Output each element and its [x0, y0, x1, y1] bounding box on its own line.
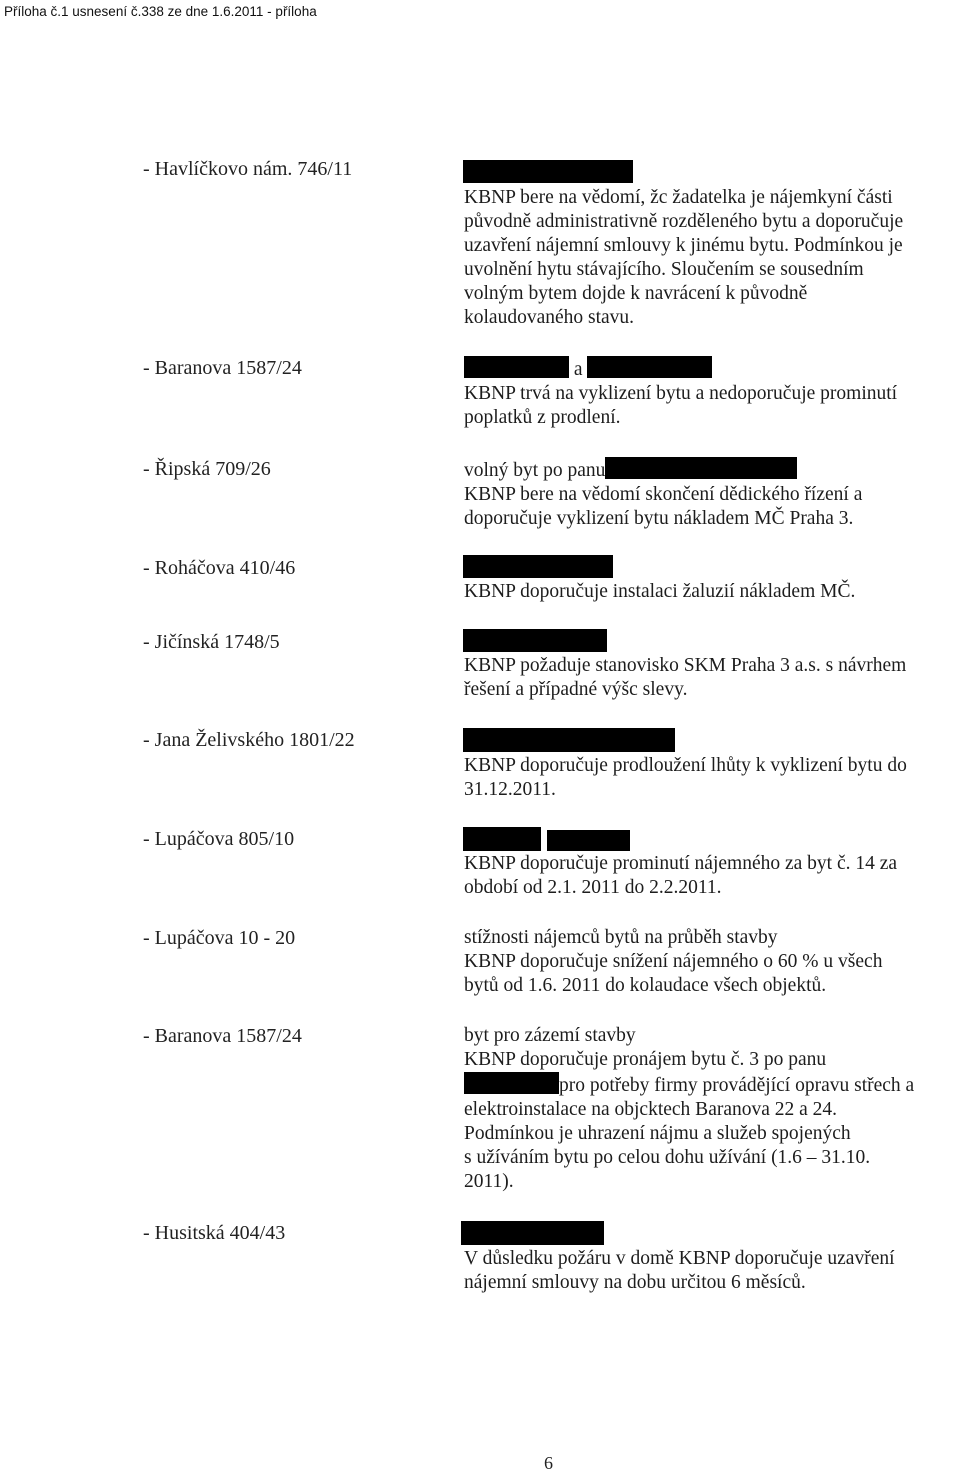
page-number: 6: [544, 1453, 553, 1473]
connector-text: a: [573, 359, 583, 380]
redaction-box: [463, 160, 633, 183]
redaction-box: [547, 830, 630, 851]
description-line: s užíváním bytu po celou dohu užívání (1.6 – 31.10.: [464, 1147, 871, 1168]
entry-address: - Jičínská 1748/5: [143, 631, 280, 653]
first-line-text: volný byt po panu: [464, 460, 606, 481]
description-line: KBNP doporučuje snížení nájemného o 60 % u všech: [464, 951, 883, 972]
redaction-box: [464, 1072, 559, 1094]
description-line: KBNP doporučuje instalaci žaluzií nákladem MČ.: [464, 581, 856, 602]
description-line: byt pro zázemí stavby: [464, 1025, 636, 1046]
entry-address: - Lupáčova 805/10: [143, 828, 295, 850]
redacted-names-line: [464, 356, 960, 382]
entry-description: [464, 654, 960, 702]
description-line: kolaudovaného stavu.: [464, 307, 635, 328]
redaction-box: [587, 356, 712, 378]
description-line: V důsledku požáru v domě KBNP doporučuje uzavření: [464, 1248, 895, 1269]
description-line: stížnosti nájemců bytů na průběh stavby: [464, 927, 778, 948]
document-header: Příloha č.1 usnesení č.338 ze dne 1.6.2011 - příloha: [4, 4, 317, 19]
entry-address: - Lupáčova 10 - 20: [143, 927, 296, 949]
entry-description: [464, 186, 960, 330]
description-line: poplatků z prodlení.: [464, 407, 621, 428]
redaction-box: [463, 827, 541, 851]
entry-description: [464, 580, 960, 604]
description-line: KBNP doporučuje prominutí nájemného za byt č. 14 za: [464, 853, 898, 874]
redaction-box: [461, 1221, 604, 1245]
description-line: období od 2.1. 2011 do 2.2.2011.: [464, 877, 722, 898]
description-line: 2011).: [464, 1171, 514, 1192]
description-line: bytů od 1.6. 2011 do kolaudace všech objektů.: [464, 975, 827, 996]
description-line: doporučuje vyklizení bytu nákladem MČ Praha 3.: [464, 508, 854, 529]
description-line: KBNP bere na vědomí, žc žadatelka je nájemkyní části: [464, 187, 893, 208]
entry-description: [464, 1024, 960, 1194]
entry-address: - Roháčova 410/46: [143, 557, 296, 579]
entry-description: [464, 457, 960, 531]
entry-description: [464, 1247, 960, 1295]
description-line: KBNP doporučuje pronájem bytu č. 3 po panu: [464, 1049, 827, 1070]
redaction-box: [605, 457, 797, 479]
description-line: řešení a případné výšc slevy.: [464, 679, 688, 700]
entry-address: - Havlíčkovo nám. 746/11: [143, 158, 353, 180]
redaction-box: [463, 728, 675, 752]
description-line: 31.12.2011.: [464, 779, 556, 800]
description-line: uvolnění hytu stávajícího. Sloučením se sousedním: [464, 259, 864, 280]
description-line: Podmínkou je uhrazení nájmu a služeb spojených: [464, 1123, 851, 1144]
description-line: KBNP doporučuje prodloužení lhůty k vyklizení bytu do: [464, 755, 907, 776]
redaction-box: [463, 629, 607, 652]
description-line: původně administrativně rozděleného bytu a doporučuje: [464, 211, 904, 232]
line-tail-text: pro potřeby firmy provádějící opravu střech a: [559, 1075, 915, 1096]
description-line: elektroinstalace na objcktech Baranova 22 a 24.: [464, 1099, 838, 1120]
entry-description: [464, 926, 960, 998]
redaction-box: [464, 356, 569, 378]
entry-address: - Řipská 709/26: [143, 458, 271, 480]
entry-address: - Jana Želivského 1801/22: [143, 729, 355, 751]
redacted-name-line: [464, 457, 960, 483]
redaction-box: [463, 555, 613, 578]
description-line: KBNP bere na vědomí skončení dědického řízení a: [464, 484, 863, 505]
description-line: KBNP trvá na vyklizení bytu a nedoporučuje prominutí: [464, 383, 898, 404]
entry-address: - Baranova 1587/24: [143, 357, 302, 379]
entry-description: [464, 852, 960, 900]
entry-address: - Husitská 404/43: [143, 1222, 286, 1244]
description-line: volným bytem dojde k navrácení k původně: [464, 283, 808, 304]
description-line: KBNP požaduje stanovisko SKM Praha 3 a.s. s návrhem: [464, 655, 907, 676]
entry-description: [464, 754, 960, 802]
entry-description: [464, 356, 960, 430]
description-line: nájemní smlouvy na dobu určitou 6 měsíců.: [464, 1272, 806, 1293]
description-line: uzavření nájemní smlouvy k jinému bytu. Podmínkou je: [464, 235, 903, 256]
entry-address: - Baranova 1587/24: [143, 1025, 302, 1047]
redacted-name-line: [464, 1072, 960, 1098]
